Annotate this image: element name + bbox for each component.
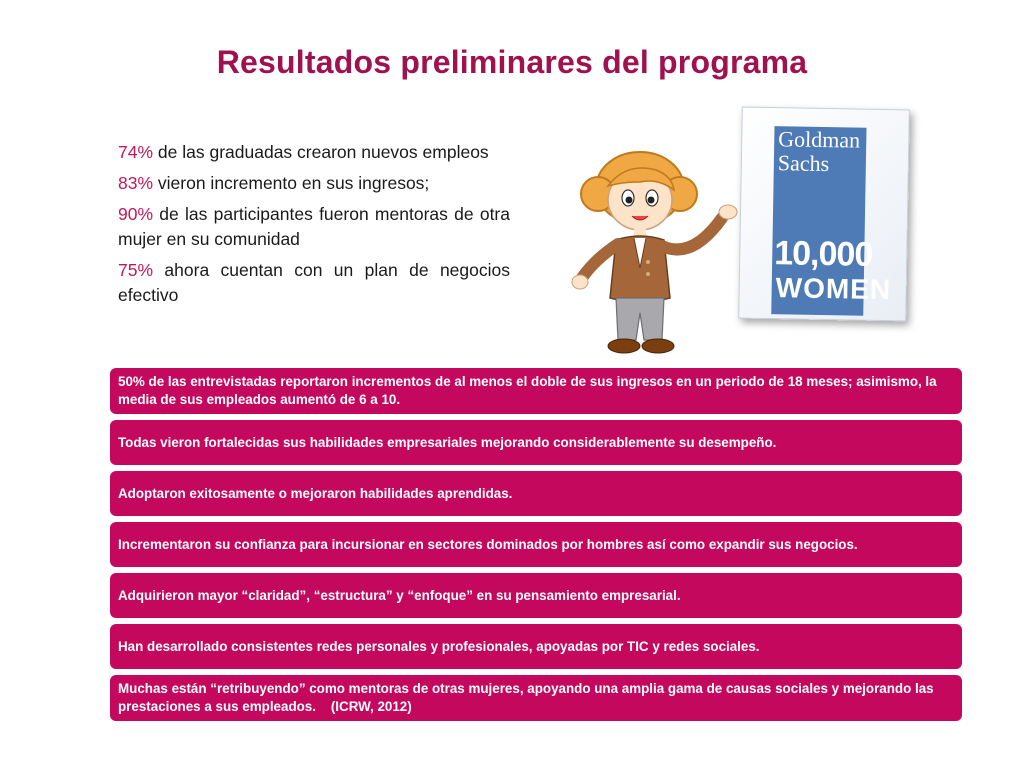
stat-text: vieron incremento en sus ingresos;	[157, 173, 430, 193]
stat-item	[118, 258, 510, 308]
result-box: Todas vieron fortalecidas sus habilidades empresariales mejorando considerablemente su desempeño.	[110, 420, 962, 465]
logo-text-women: WOMEN	[775, 272, 892, 306]
logo-text-sachs: Sachs	[777, 150, 830, 177]
stat-percent: 83%	[118, 173, 154, 193]
result-box: 50% de las entrevistadas reportaron incrementos de al menos el doble de sus ingresos en un periodo de 18 meses; asimismo, la media de sus empleados aumentó de 6 a 10.	[110, 368, 962, 414]
stat-item	[118, 171, 510, 196]
result-box: Adoptaron exitosamente o mejoraron habilidades aprendidas.	[110, 471, 962, 516]
stats-list	[118, 140, 510, 314]
stat-item	[118, 202, 510, 252]
stat-percent: 90%	[118, 204, 154, 224]
result-box: Han desarrollado consistentes redes personales y profesionales, apoyadas por TIC y redes sociales.	[110, 624, 962, 669]
stat-text: de las participantes fueron mentoras de otra mujer en su comunidad	[118, 204, 510, 249]
result-box: Incrementaron su confianza para incursionar en sectores dominados por hombres así como expandir sus negocios.	[110, 522, 962, 567]
result-box: Adquirieron mayor “claridad”, “estructura” y “enfoque” en su pensamiento empresarial.	[110, 573, 962, 618]
presenter-woman-illustration	[572, 148, 762, 358]
goldman-sachs-10000-women-logo	[738, 107, 910, 322]
logo-block	[771, 126, 892, 316]
logo-text-number: 10,000	[773, 234, 873, 274]
stat-text: de las graduadas crearon nuevos empleos	[157, 142, 489, 162]
result-box: Muchas están “retribuyendo” como mentoras de otras mujeres, apoyando una amplia gama de causas sociales y mejorando las prestaciones a sus empleados. (ICRW, 2012)	[110, 675, 962, 721]
logo-text-goldman: Goldman	[778, 126, 861, 153]
stat-percent: 75%	[118, 260, 154, 280]
stat-percent: 74%	[118, 142, 154, 162]
stat-text: ahora cuentan con un plan de negocios efectivo	[118, 260, 510, 305]
slide-title: Resultados preliminares del programa	[216, 44, 808, 80]
stat-item	[118, 140, 510, 165]
